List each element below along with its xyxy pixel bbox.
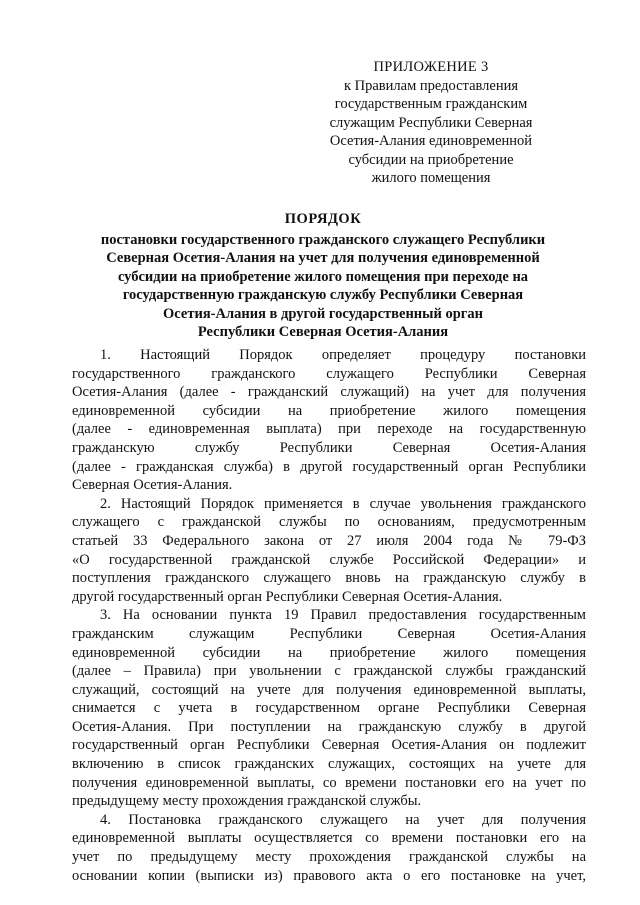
text-line: учет по предыдущему месту прохождения гражданской службы на	[72, 849, 586, 866]
appendix-line: субсидии на приобретение	[348, 151, 514, 168]
text-line: единовременной субсидии на приобретение жилого помещения	[72, 644, 586, 661]
text-line: (далее - гражданская служба) в другой государственный орган Республики	[72, 458, 586, 475]
text-line: 1. Настоящий Порядок определяет процедуру постановки	[100, 347, 586, 363]
paragraph-4	[72, 811, 586, 885]
text-line: поступления гражданского служащего вновь на гражданскую службу в	[72, 570, 586, 587]
text-line: основании копии (выписки из) правового акта о его постановке на учет,	[72, 867, 586, 884]
text-line: «О государственной гражданской службе Российской Федерации» и	[72, 551, 586, 568]
text-line: 2. Настоящий Порядок применяется в случае увольнения гражданского	[100, 495, 586, 512]
text-line: служащего с гражданской службы по основаниям, предусмотренным	[72, 514, 586, 531]
text-line: гражданскую службу Республики Северная Осетия-Алания	[72, 439, 586, 456]
text-line: 3. На основании пункта 19 Правил предоставления государственным	[100, 607, 586, 624]
appendix-line: жилого помещения	[371, 170, 491, 186]
document-title	[60, 210, 586, 342]
title-line: государственную гражданскую службу Республики Северная	[122, 287, 524, 303]
text-line: предыдущему месту прохождения гражданской службы.	[72, 793, 422, 810]
text-line: государственный орган Республики Северная Осетия-Алания он подлежит	[72, 737, 586, 754]
text-line: (далее - единовременная выплата) при переходе на государственную	[72, 421, 586, 438]
text-line: Северная Осетия-Алания.	[72, 477, 233, 494]
appendix-line: служащим Республики Северная	[329, 114, 533, 131]
appendix-heading: ПРИЛОЖЕНИЕ 3	[373, 59, 489, 75]
text-line: единовременной субсидии на приобретение жилого помещения	[72, 402, 586, 419]
title-line: Республики Северная Осетия-Алания	[197, 324, 449, 340]
paragraph-3	[72, 606, 586, 811]
text-line: служащий, состоящий на учете для получения единовременной выплаты,	[72, 681, 586, 698]
text-line: гражданским служащим Республики Северная Осетия-Алания	[72, 625, 586, 642]
text-line: единовременной выплаты осуществляется со времени постановки его на	[72, 830, 586, 847]
title-line: Осетия-Алания в другой государственный орган	[163, 305, 483, 322]
appendix-line: государственным гражданским	[334, 96, 528, 112]
title-line: субсидии на приобретение жилого помещения при переходе на	[117, 268, 529, 285]
text-line: включению в список гражданских служащих, состоящих на учете для	[72, 756, 586, 773]
title-heading: ПОРЯДОК	[284, 211, 362, 227]
text-line: Осетия-Алания. При поступлении на гражданскую службу в другой	[72, 718, 586, 735]
text-line: Осетия-Алания (далее - гражданский служащий) на учет для получения	[72, 384, 586, 401]
text-line: (далее – Правила) при увольнении с гражданской службы гражданский	[72, 663, 586, 680]
appendix-line: к Правилам предоставления	[343, 77, 519, 94]
paragraph-2	[72, 495, 586, 607]
text-line: снимается с учета в государственном органе Республики Северная	[72, 700, 586, 717]
text-line: другой государственный орган Республики Северная Осетия-Алания.	[72, 588, 503, 605]
appendix-line: Осетия-Алания единовременной	[329, 133, 533, 149]
text-line: получения единовременной выплаты, со времени постановки его на учет по	[72, 774, 586, 791]
document-body	[72, 346, 586, 885]
text-line: государственного гражданского служащего Республики Северная	[72, 365, 586, 382]
title-line: постановки государственного гражданского служащего Республики	[100, 231, 546, 248]
text-line: 4. Постановка гражданского служащего на учет для получения	[100, 811, 586, 828]
title-line: Северная Осетия-Алания на учет для получения единовременной	[106, 250, 540, 266]
text-line: статьей 33 Федерального закона от 27 июля 2004 года № 79-ФЗ	[72, 532, 586, 549]
appendix-block	[300, 58, 562, 188]
paragraph-1	[72, 346, 586, 495]
